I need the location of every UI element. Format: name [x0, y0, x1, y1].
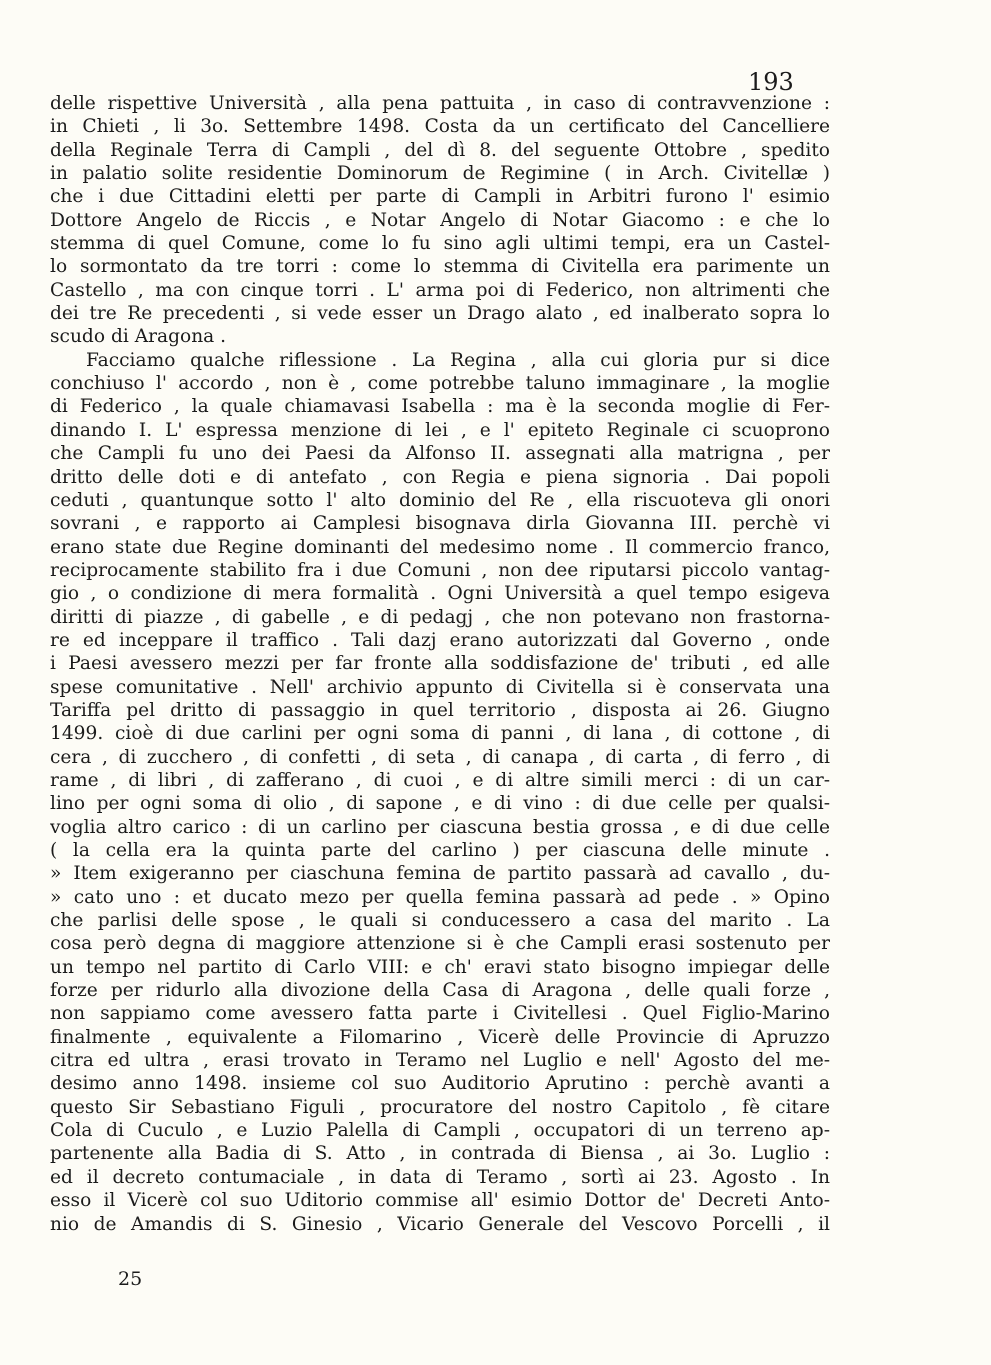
text-line: lo sormontato da tre torri : come lo stemma di Civitella era parimente un: [50, 256, 830, 278]
text-line: 1499. cioè di due carlini per ogni soma di panni , di lana , di cottone , di: [50, 723, 830, 745]
text-line: » cato uno : et ducato mezo per quella femina passarà ad pede . » Opino: [50, 886, 830, 908]
text-line: rame , di libri , di zafferano , di cuoi , e di altre simili merci : di un car-: [50, 769, 830, 791]
text-line: diritti di piazze , di gabelle , e di pedagj , che non potevano non frastorna-: [50, 606, 830, 628]
text-line: ( la cella era la quinta parte del carlino ) per ciascuna delle minute .: [50, 840, 830, 861]
text-line: stemma di quel Comune, come lo fu sino agli ultimi tempi, era un Castel-: [50, 233, 830, 255]
text-line: conchiuso l' accordo , non è , come potrebbe taluno immaginare , la moglie: [50, 373, 830, 395]
text-line: dinando I. L' espressa menzione di lei , e l' epiteto Reginale ci scuoprono: [50, 419, 830, 441]
text-line: citra ed ultra , erasi trovato in Teramo nel Luglio e nell' Agosto del me-: [50, 1050, 830, 1072]
text-line: che Campli fu uno dei Paesi da Alfonso II. assegnati alla matrigna , per: [50, 443, 830, 465]
text-line: Facciamo qualche riflessione . La Regina , alla cui gloria pur si dice: [86, 349, 830, 371]
text-line: reciprocamente stabilito fra i due Comuni , non dee riputarsi piccolo vantag-: [50, 559, 830, 581]
text-line: dritto delle doti e di antefato , con Regia e piena signoria . Dai popoli: [50, 466, 830, 488]
text-line: finalmente , equivalente a Filomarino , Vicerè delle Provincie di Apruzzo: [50, 1026, 830, 1048]
text-line: dei tre Re precedenti , si vede esser un Drago alato , ed inalberato sopra lo: [50, 303, 830, 325]
text-line: re ed inceppare il traffico . Tali dazj erano autorizzati dal Governo , onde: [50, 629, 830, 651]
text-line: i Paesi avessero mezzi per far fronte alla soddisfazione de' tributi , ed alle: [50, 653, 830, 675]
text-line: erano state due Regine dominanti del medesimo nome . Il commercio franco,: [50, 536, 830, 558]
text-line: Dottore Angelo de Riccis , e Notar Angelo di Notar Giacomo : e che lo: [50, 209, 830, 231]
text-line: sovrani , e rapporto ai Camplesi bisognava dirla Giovanna III. perchè vi: [50, 513, 830, 535]
text-line: della Reginale Terra di Campli , del dì 8. del seguente Ottobre , spedito: [50, 139, 830, 161]
text-line: delle rispettive Università , alla pena pattuita , in caso di contravvenzione :: [50, 93, 830, 114]
text-line: cera , di zucchero , di confetti , di seta , di canapa , di carta , di ferro , di: [50, 746, 830, 768]
text-line: nio de Amandis di S. Ginesio , Vicario Generale del Vescovo Porcelli , il: [50, 1213, 830, 1235]
text-line: esso il Vicerè col suo Uditorio commise all' esimio Dottor de' Decreti Anto-: [50, 1190, 830, 1212]
text-line: di Federico , la quale chiamavasi Isabella : ma è la seconda moglie di Fer-: [50, 396, 830, 418]
text-line: non sappiamo come avessero fatta parte i Civitellesi . Quel Figlio-Marino: [50, 1003, 830, 1025]
text-line: gio , o condizione di mera formalità . Ogni Università a quel tempo esigeva: [50, 583, 830, 605]
text-line: Castello , ma con cinque torri . L' arma poi di Federico, non altrimenti che: [50, 279, 830, 301]
text-line: che parlisi delle spose , le quali si conducessero a casa del marito . La: [50, 910, 830, 932]
text-line: in Chieti , li 3o. Settembre 1498. Costa da un certificato del Cancelliere: [50, 116, 830, 138]
text-line: questo Sir Sebastiano Figuli , procuratore del nostro Capitolo , fè citare: [50, 1096, 830, 1118]
text-line: desimo anno 1498. insieme col suo Auditorio Aprutino : perchè avanti a: [50, 1073, 830, 1095]
text-line: ceduti , quantunque sotto l' alto dominio del Re , ella riscuoteva gli onori: [50, 489, 830, 511]
page-number: 193: [748, 68, 794, 96]
signature-mark: 25: [118, 1268, 143, 1290]
text-line: lino per ogni soma di olio , di sapone , e di vino : di due celle per qualsi-: [50, 793, 830, 815]
body-text: [50, 92, 830, 1236]
text-line: ed il decreto contumaciale , in data di Teramo , sortì ai 23. Agosto . In: [50, 1166, 830, 1188]
text-line: forze per ridurlo alla divozione della Casa di Aragona , delle quali forze ,: [50, 980, 830, 1002]
text-line: cosa però degna di maggiore attenzione si è che Campli erasi sostenuto per: [50, 933, 830, 955]
text-line: Cola di Cuculo , e Luzio Palella di Campli , occupatori di un terreno ap-: [50, 1120, 830, 1142]
text-line: in palatio solite residentie Dominorum de Regimine ( in Arch. Civitellæ ): [50, 163, 830, 185]
text-line: » Item exigeranno per ciaschuna femina de partito passarà ad cavallo , du-: [50, 863, 830, 885]
text-line: spese comunitative . Nell' archivio appunto di Civitella si è conservata una: [50, 676, 830, 698]
text-line: voglia altro carico : di un carlino per ciascuna bestia grossa , e di due celle: [50, 816, 830, 838]
text-line: che i due Cittadini eletti per parte di Campli in Arbitri furono l' esimio: [50, 186, 830, 208]
text-line: Tariffa pel dritto di passaggio in quel territorio , disposta ai 26. Giugno: [50, 699, 830, 721]
text-line: partenente alla Badia di S. Atto , in contrada di Biensa , ai 3o. Luglio :: [50, 1143, 830, 1165]
text-line: scudo di Aragona .: [50, 326, 227, 348]
text-line: un tempo nel partito di Carlo VIII: e ch' eravi stato bisogno impiegar delle: [50, 956, 830, 978]
